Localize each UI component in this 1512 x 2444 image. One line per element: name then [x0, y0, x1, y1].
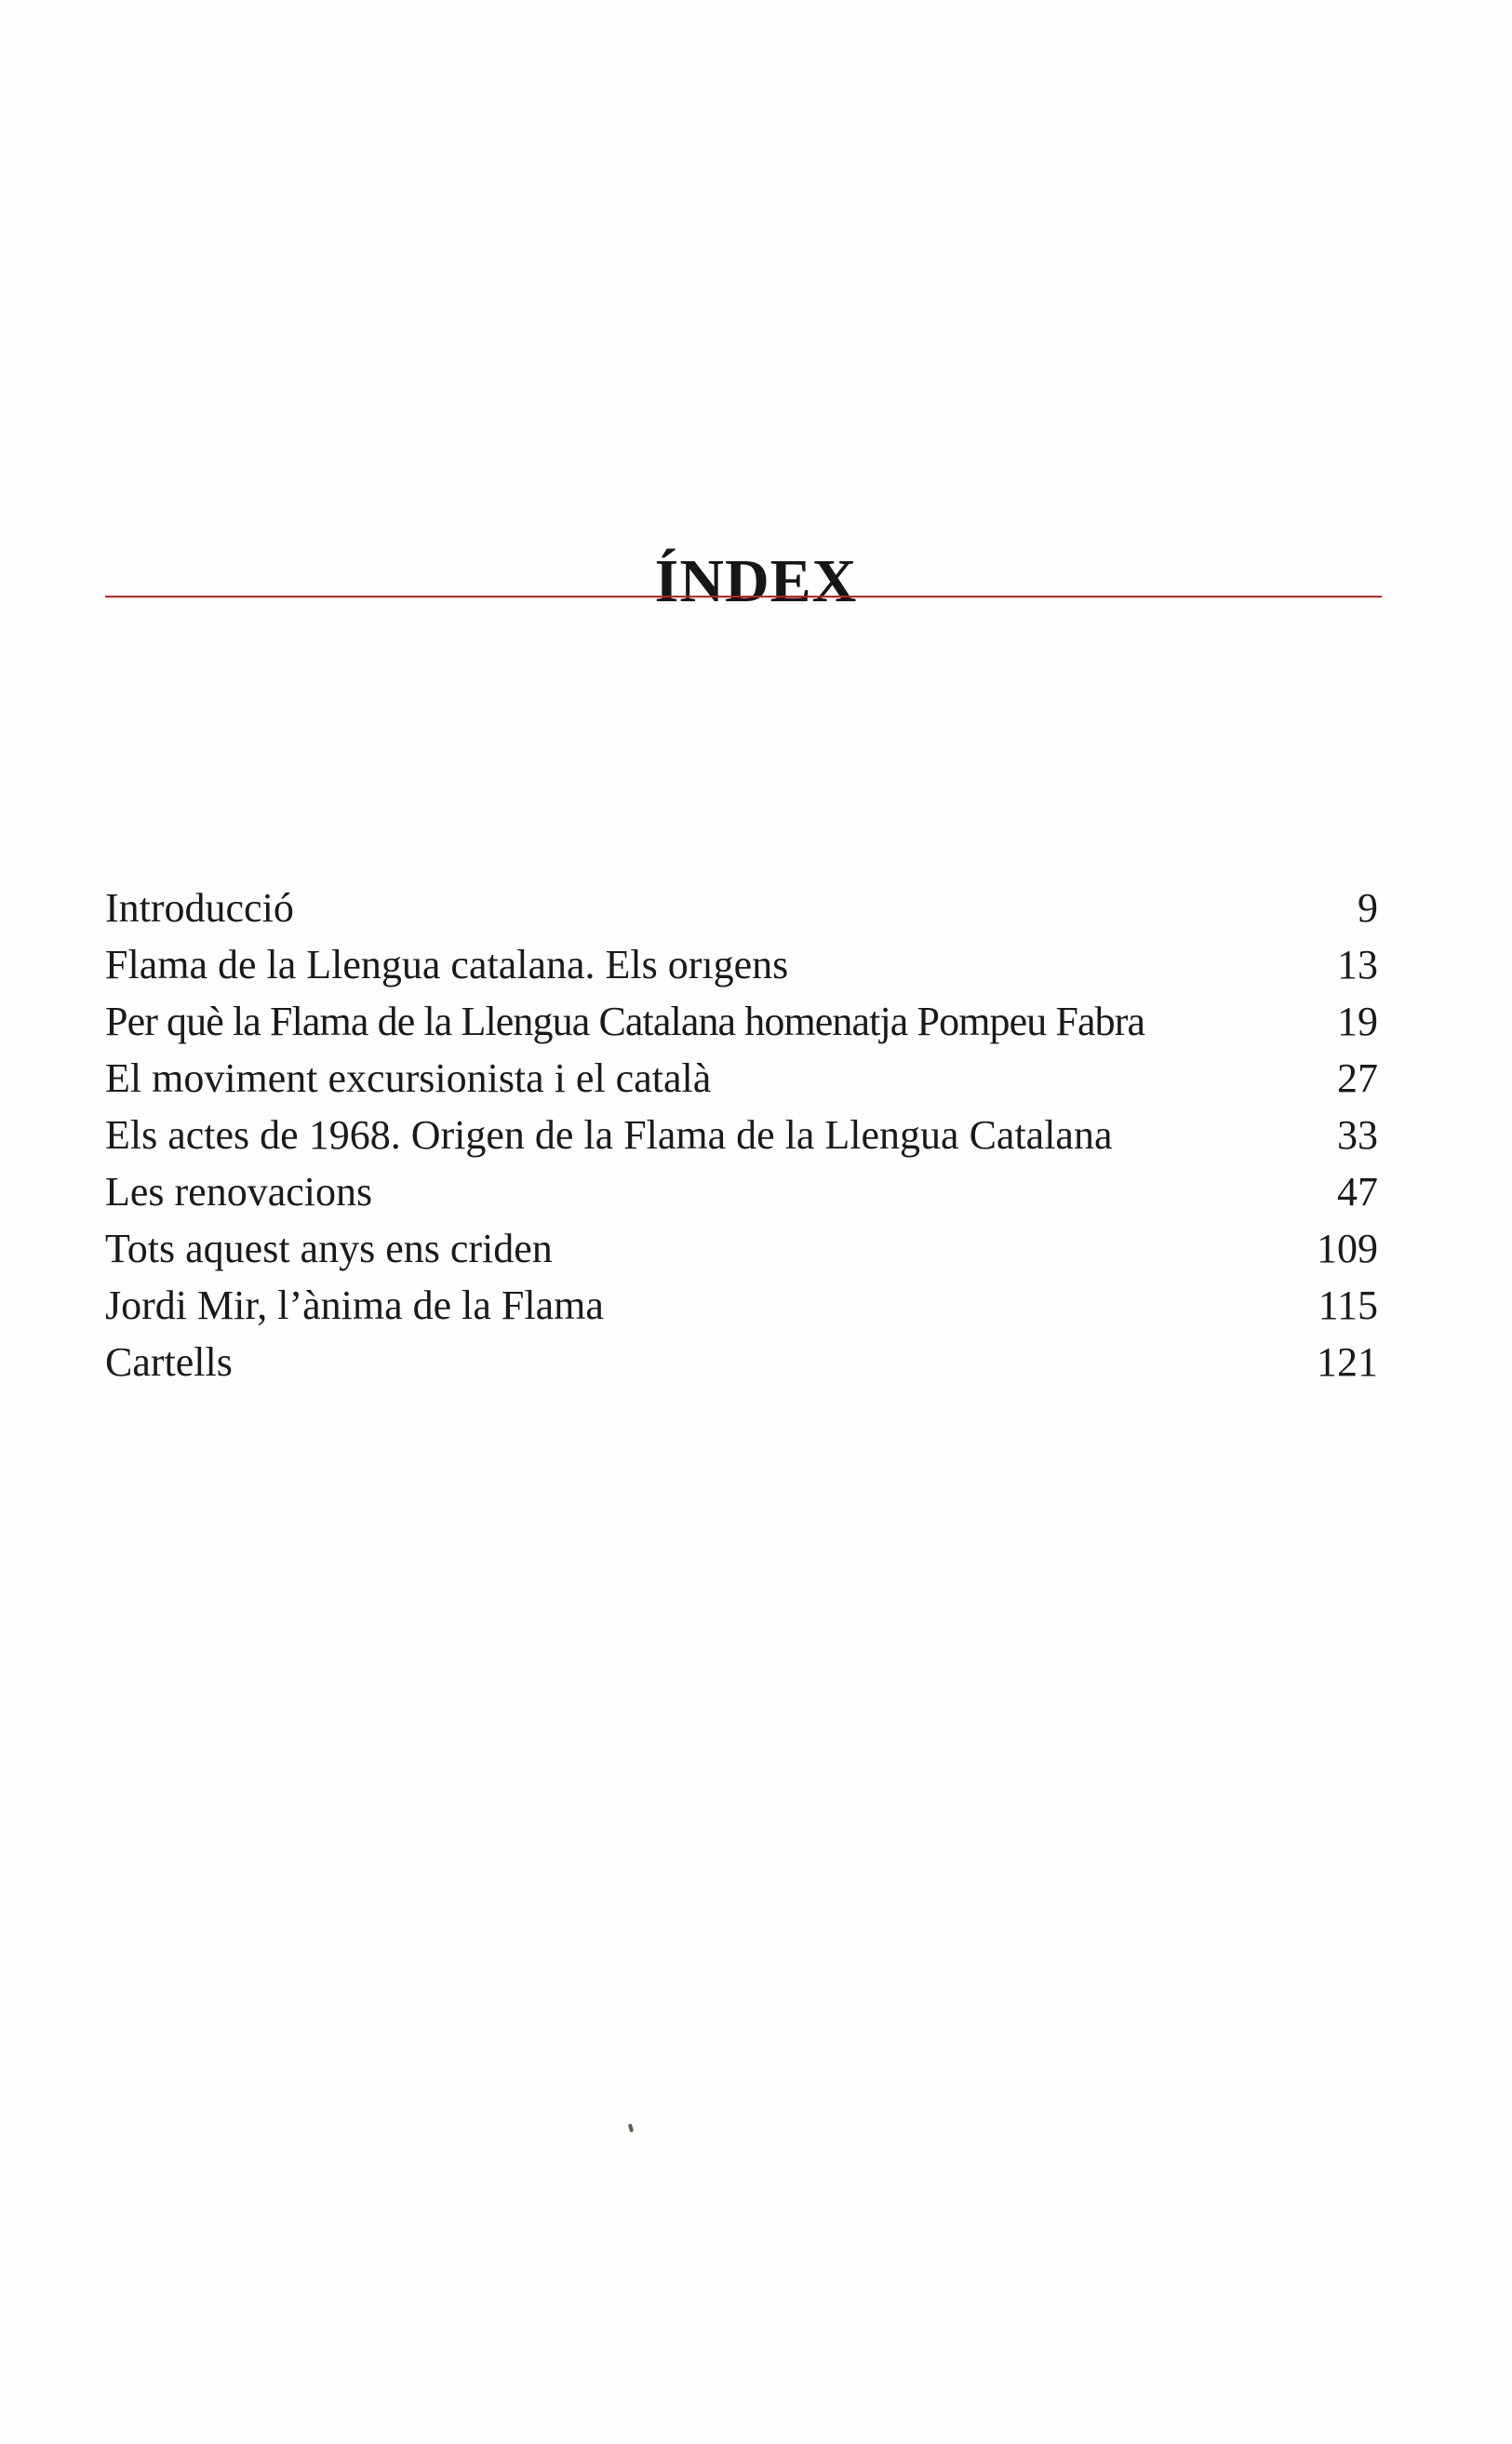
toc-entry-page: 121 [1317, 1339, 1378, 1385]
toc-entry [105, 1334, 1378, 1390]
toc-entry-page: 13 [1337, 942, 1378, 987]
toc-entry-page: 47 [1337, 1169, 1378, 1215]
toc-entry-title: Cartells [105, 1339, 233, 1385]
toc-entry-page: 33 [1337, 1112, 1378, 1158]
toc-entry-title: Els actes de 1968. Origen de la Flama de la Llengua Catalana [105, 1112, 1113, 1158]
toc-entry [105, 1163, 1378, 1220]
toc-entry-title: El moviment excursionista i el català [105, 1055, 712, 1101]
toc-entry [105, 1220, 1378, 1277]
toc-entry-title: Per què la Flama de la Llengua Catalana homenatja Pompeu Fabra [105, 999, 1145, 1044]
table-of-contents [105, 880, 1378, 1390]
toc-entry-title: Les renovacions [105, 1169, 373, 1215]
toc-entry-page: 9 [1358, 885, 1378, 931]
toc-entry-title: Introducció [105, 885, 294, 931]
toc-entry [105, 880, 1378, 936]
toc-entry [105, 1277, 1378, 1334]
title-rule [105, 596, 1382, 598]
toc-entry [105, 1107, 1378, 1163]
toc-entry-title: Tots aquest anys ens criden [105, 1226, 553, 1271]
toc-entry [105, 993, 1378, 1050]
toc-entry [105, 1050, 1378, 1107]
toc-entry-page: 27 [1337, 1055, 1378, 1101]
page-title: ÍNDEX [654, 547, 858, 616]
toc-entry-page: 19 [1337, 999, 1378, 1044]
toc-entry-title: Jordi Mir, l’ànima de la Flama [105, 1282, 604, 1328]
ink-speck [628, 2124, 634, 2133]
toc-entry [105, 936, 1378, 993]
toc-entry-title: Flama de la Llengua catalana. Els orıgens [105, 942, 789, 987]
toc-entry-page: 115 [1318, 1282, 1378, 1328]
toc-entry-page: 109 [1317, 1226, 1378, 1271]
